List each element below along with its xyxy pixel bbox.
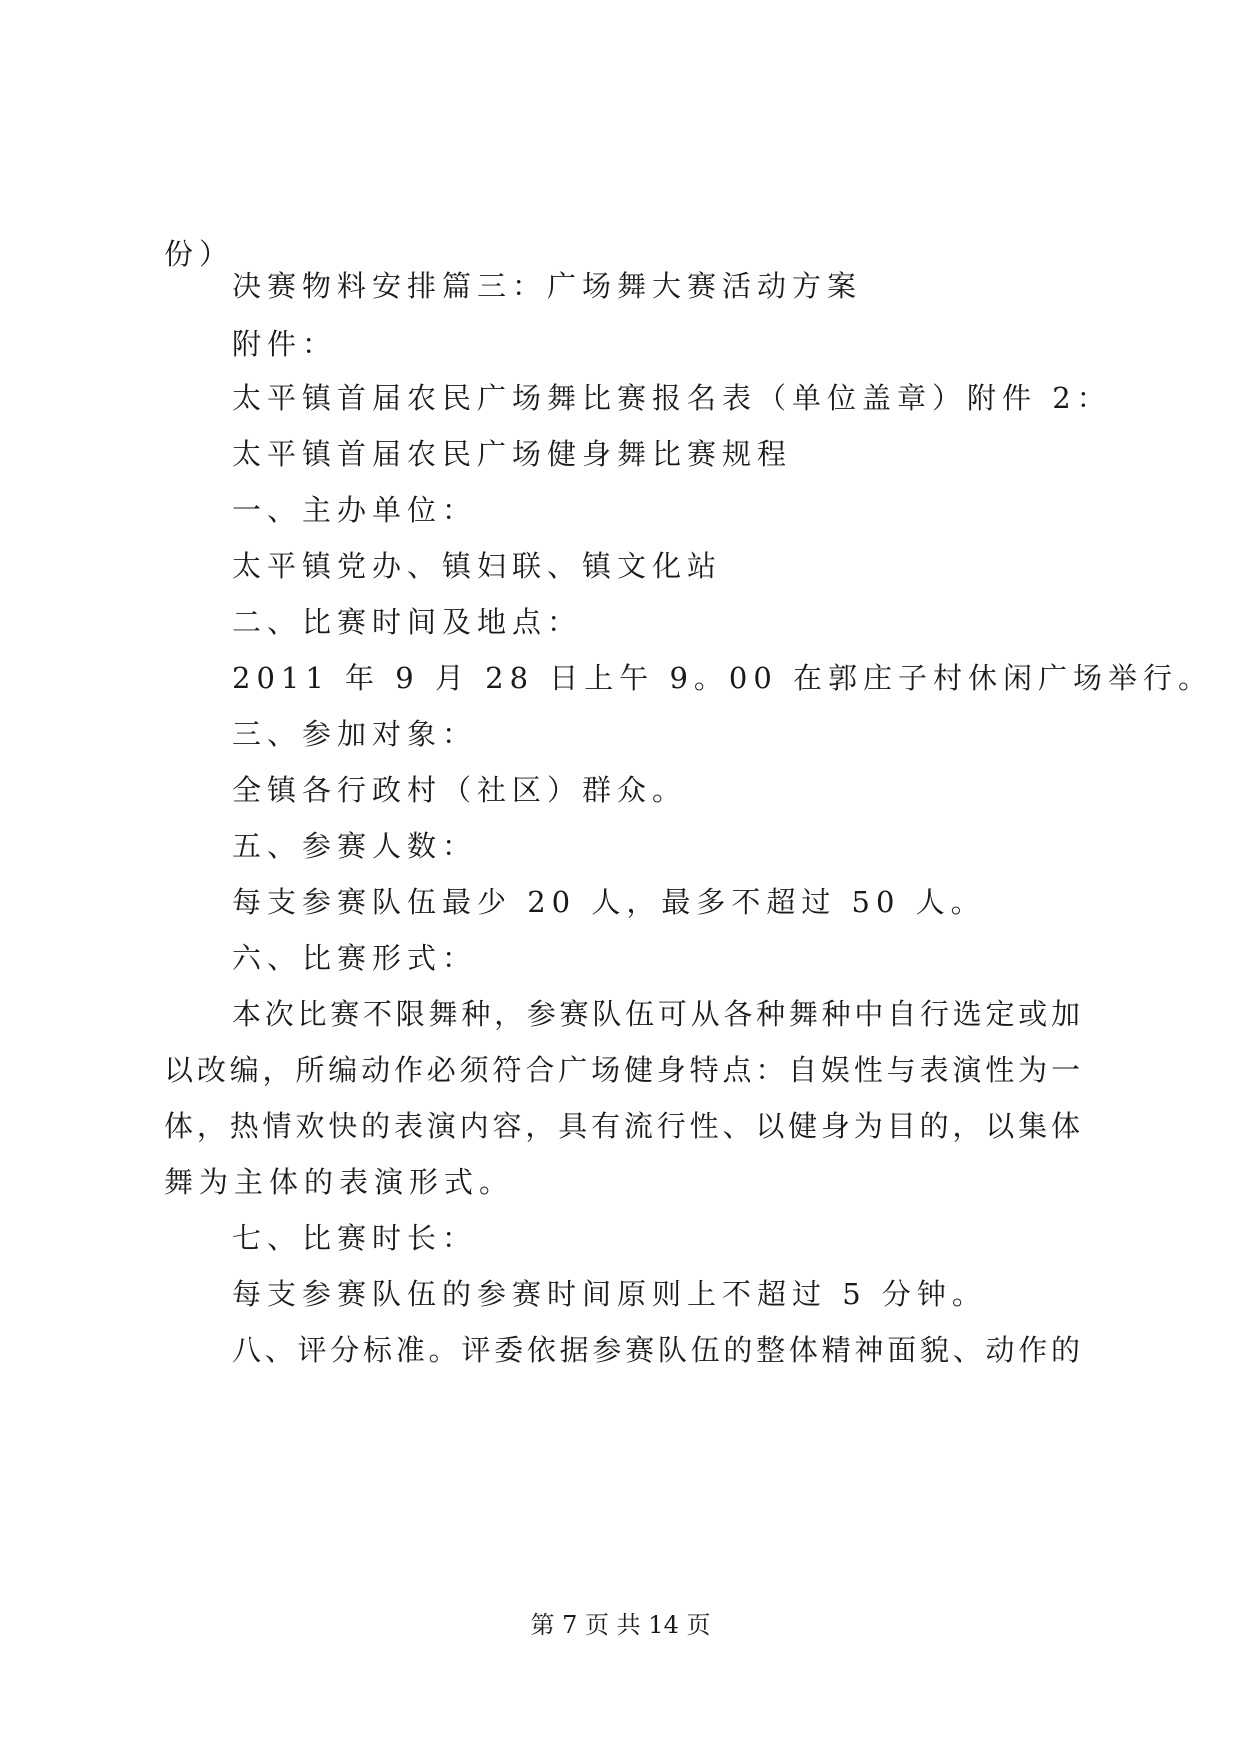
clause-heading-3: 三、参加对象： <box>232 717 478 751</box>
clause-body-1: 太平镇党办、镇妇联、镇文化站 <box>232 549 723 583</box>
attachment-label: 附件： <box>232 327 338 361</box>
clause-body-6-line-4: 舞为主体的表演形式。 <box>164 1165 515 1199</box>
section-heading: 决赛物料安排篇三：广场舞大赛活动方案 <box>232 269 863 303</box>
text-line-continuation: 份） <box>164 237 235 271</box>
attachment-title: 太平镇首届农民广场舞比赛报名表（单位盖章）附件 2： <box>232 381 1112 415</box>
clause-body-3: 全镇各行政村（社区）群众。 <box>232 773 688 807</box>
clause-heading-2: 二、比赛时间及地点： <box>232 605 583 639</box>
clause-heading-5: 五、参赛人数： <box>232 829 478 863</box>
page-footer: 第 7 页 共 14 页 <box>530 1611 711 1639</box>
clause-heading-6: 六、比赛形式： <box>232 941 478 975</box>
clause-body-6-line-2: 以改编，所编动作必须符合广场健身特点：自娱性与表演性为一 <box>164 1053 1080 1087</box>
clause-body-5: 每支参赛队伍最少 20 人，最多不超过 50 人。 <box>232 885 986 919</box>
rules-title: 太平镇首届农民广场健身舞比赛规程 <box>232 437 793 471</box>
clause-heading-8: 八、评分标准。评委依据参赛队伍的整体精神面貌、动作的 <box>232 1333 1080 1367</box>
clause-body-6-line-3: 体，热情欢快的表演内容，具有流行性、以健身为目的，以集体 <box>164 1109 1080 1143</box>
clause-heading-7: 七、比赛时长： <box>232 1221 478 1255</box>
clause-body-7: 每支参赛队伍的参赛时间原则上不超过 5 分钟。 <box>232 1277 987 1311</box>
clause-heading-1: 一、主办单位： <box>232 493 478 527</box>
clause-body-6-line-1: 本次比赛不限舞种，参赛队伍可从各种舞种中自行选定或加 <box>232 997 1080 1031</box>
clause-body-2: 2011 年 9 月 28 日上午 9。00 在郭庄子村休闲广场举行。 <box>232 661 1214 695</box>
